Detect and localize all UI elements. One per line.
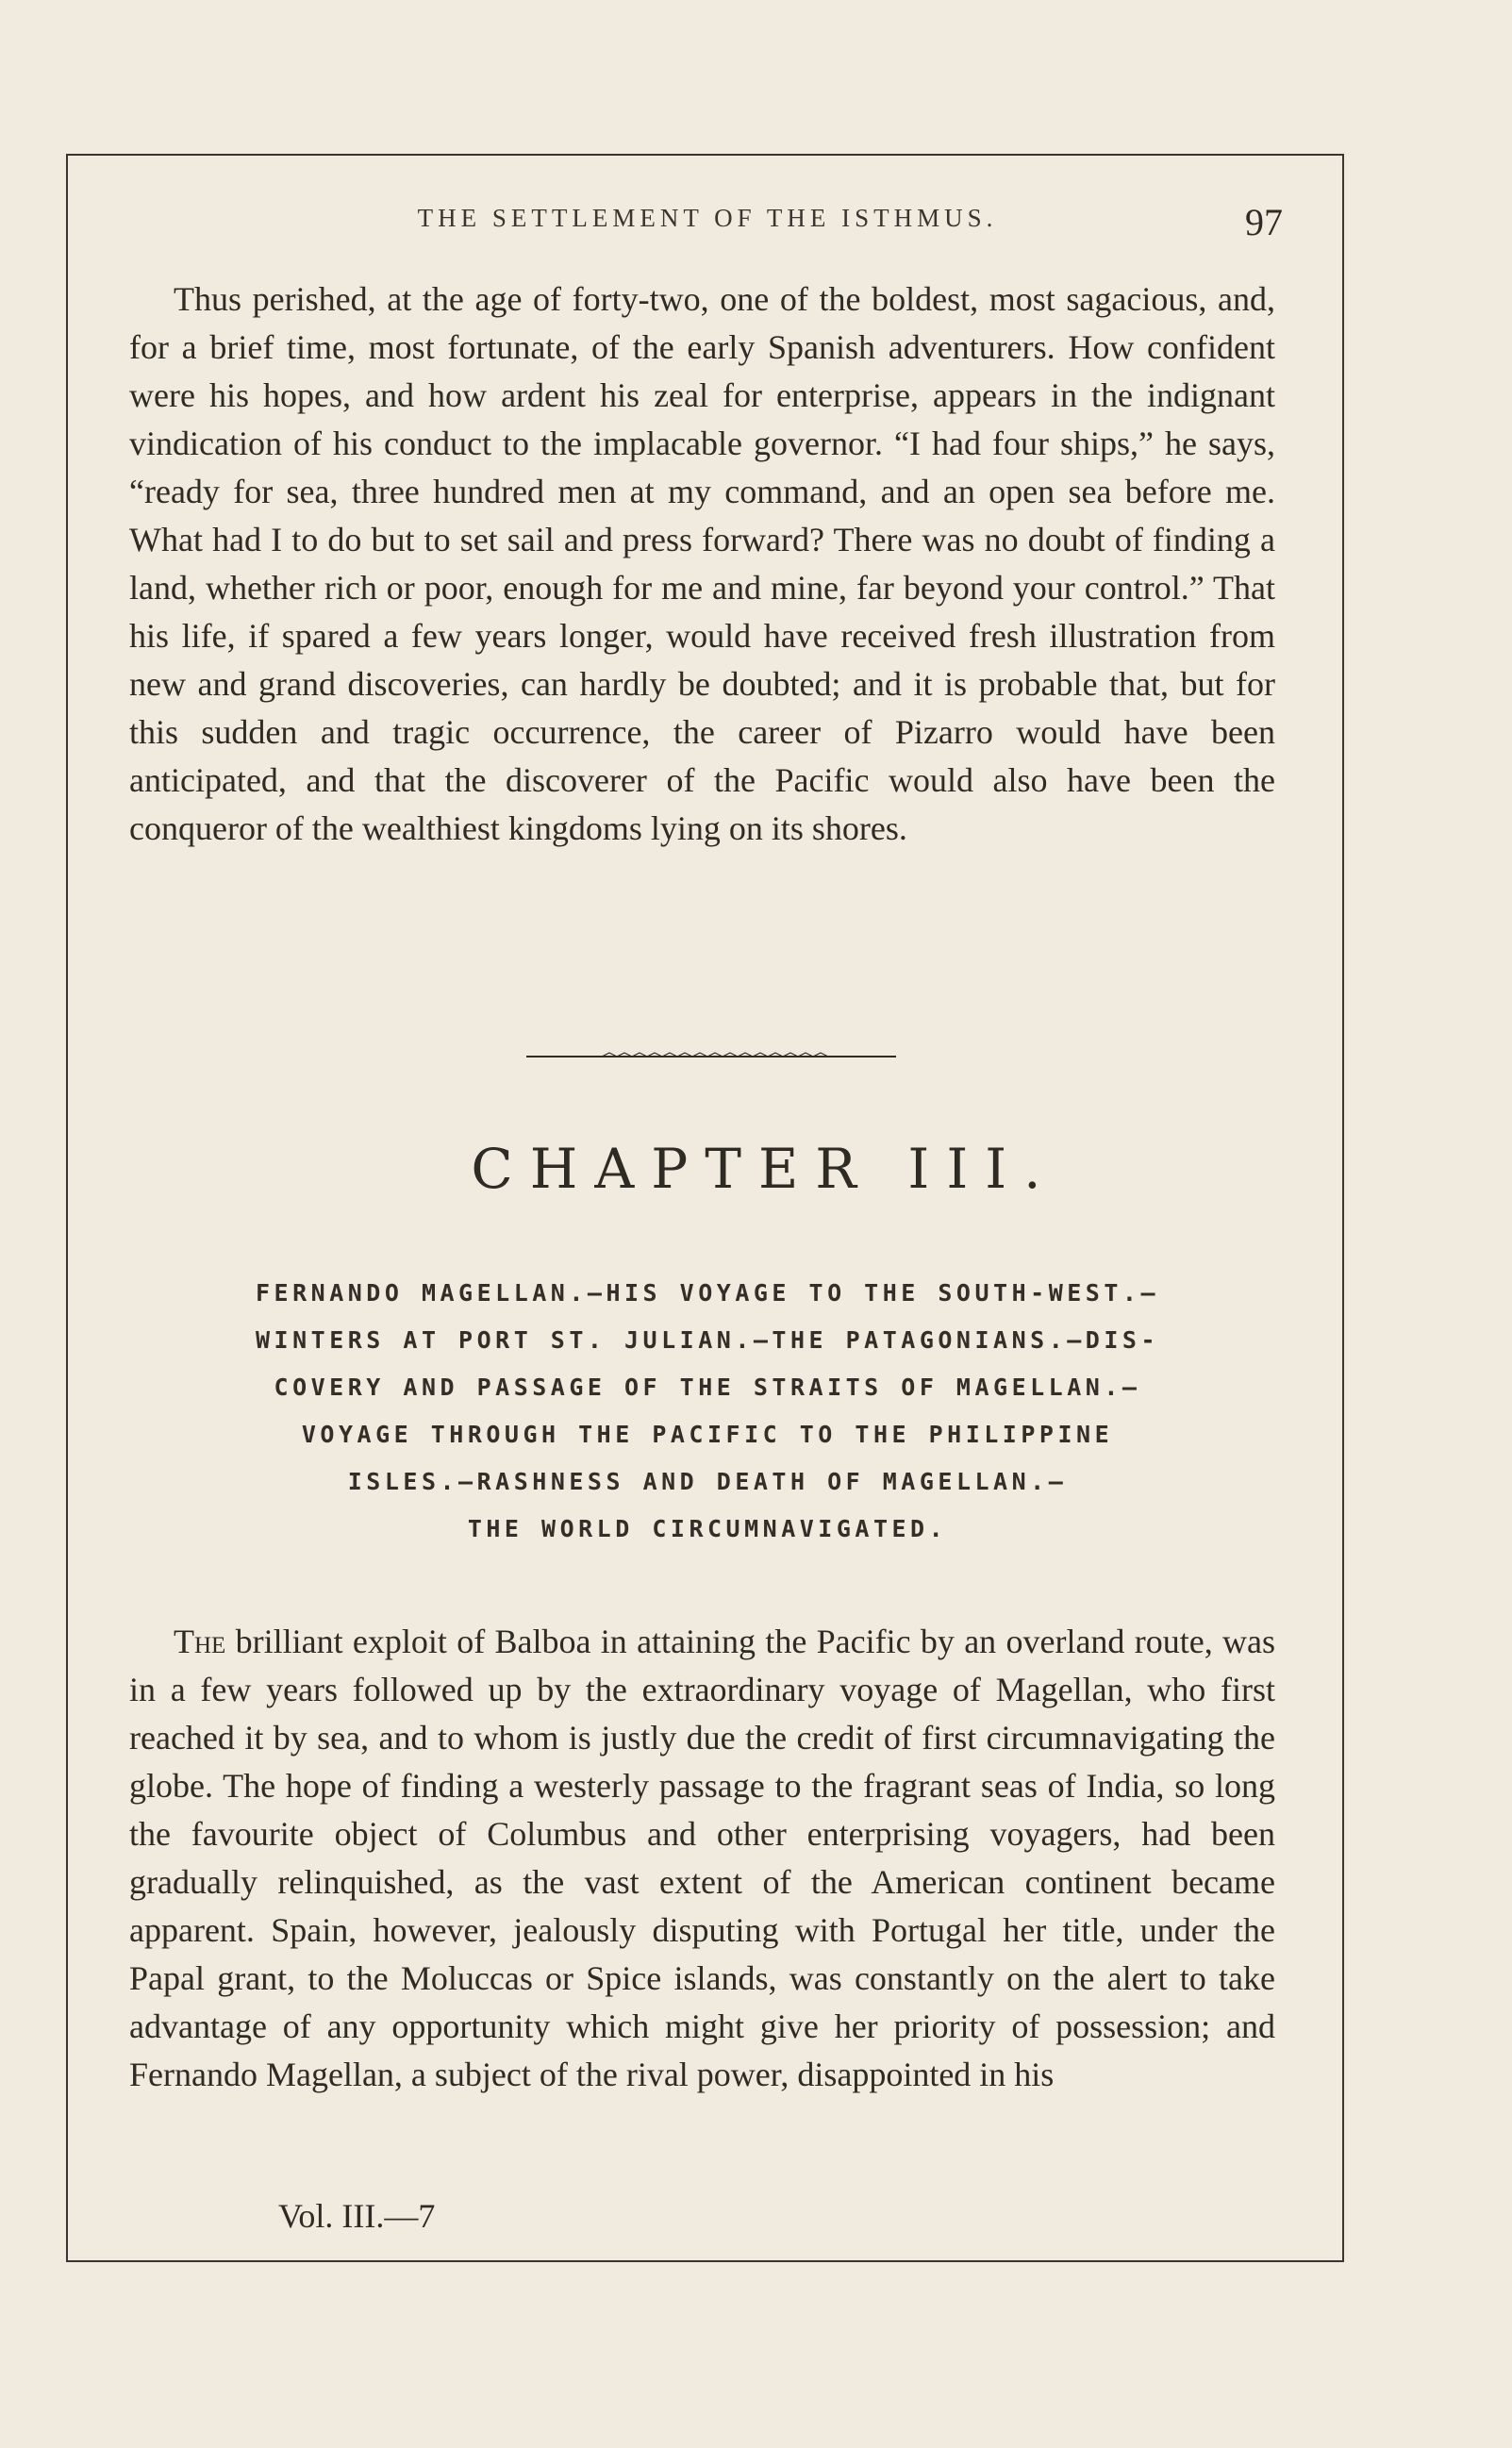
- running-head: [132, 200, 1283, 257]
- summary-line: FERNANDO MAGELLAN.—HIS VOYAGE TO THE SOUTH-WEST.—: [255, 1279, 1159, 1307]
- summary-line: VOYAGE THROUGH THE PACIFIC TO THE PHILIPPINE: [301, 1421, 1114, 1448]
- summary-line: WINTERS AT PORT ST. JULIAN.—THE PATAGONIANS.—DIS-: [255, 1326, 1159, 1354]
- ornamental-rule: [526, 1051, 896, 1058]
- paragraph-1-text: Thus perished, at the age of forty-two, one of the boldest, most sagacious, and, for a brief time, most fortunate, of the early Spanish adventurers. How confident were his hopes, and how ardent his zeal for enterprise, appears in the indignant vindication of his conduct to the implacable governor. “I had four ships,” he says, “ready for sea, three hundred men at my command, and an open sea before me. What had I to do but to set sail and press forward? There was no doubt of finding a land, whether rich or poor, enough for me and mine, far beyond your control.” That his life, if spared a few years longer, would have received fresh illustration from new and grand discoveries, can hardly be doubted; and it is probable that, but for this sudden and tragic occurrence, the career of Pizarro would have been anticipated, and that the discoverer of the Pacific would also have been the conqueror of the wealthiest kingdoms lying on its shores.: [129, 280, 1275, 847]
- chapter-summary: [132, 1270, 1283, 1553]
- summary-line: ISLES.—RASHNESS AND DEATH OF MAGELLAN.—: [347, 1468, 1068, 1495]
- summary-line: THE WORLD CIRCUMNAVIGATED.: [467, 1515, 948, 1542]
- page-number: 97: [1245, 201, 1283, 243]
- paragraph-2-text: brilliant exploit of Balboa in attaining the Pacific by an overland route, was in a few years followed up by the extraordinary voyage of Magellan, who first reached it by sea, and to whom is justly due the credit of first circumnavigating the globe. The hope of finding a westerly passage to the fragrant seas of India, so long the favourite object of Columbus and other enterprising voyagers, had been gradually relinquished, as the vast extent of the American continent became apparent. Spain, however, jealously disputing with Portugal her title, under the Papal grant, to the Moluccas or Spice islands, was constantly on the alert to take advantage of any opportunity which might give her priority of possession; and Fernando Magellan, a subject of the rival power, disappointed in his: [129, 1623, 1275, 2093]
- paragraph-2: [129, 1618, 1275, 2099]
- signature-mark: Vol. III.—7: [278, 2197, 436, 2235]
- summary-line: COVERY AND PASSAGE OF THE STRAITS OF MAGELLAN.—: [274, 1374, 1141, 1401]
- running-title: THE SETTLEMENT OF THE ISTHMUS.: [417, 204, 998, 232]
- lead-word: The: [174, 1623, 226, 1660]
- paragraph-1: [129, 275, 1275, 853]
- chapter-title: CHAPTER III.: [471, 1137, 1058, 1201]
